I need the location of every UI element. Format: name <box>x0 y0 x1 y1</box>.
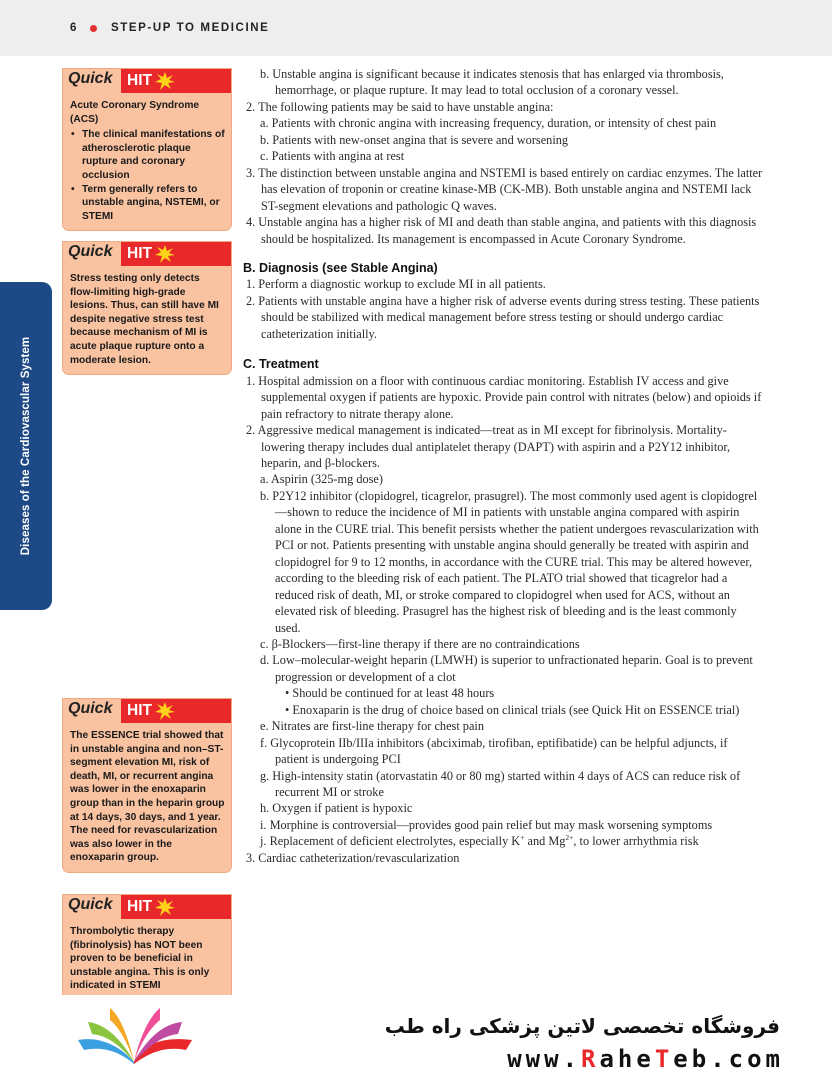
list-item: 3. Cardiac catheterization/revascularization <box>246 850 460 865</box>
quick-hit-text: Thrombolytic therapy (fibrinolysis) has NOT been proven to be beneficial in unstable angina. This is only indicated in STEMI <box>70 926 210 992</box>
magnesium-charge: 2+ <box>565 833 574 843</box>
list-item: a. Patients with chronic angina with increasing frequency, duration, or intensity of chest pain <box>260 116 717 131</box>
url-part: R <box>581 1045 600 1073</box>
quick-hit-header <box>63 242 231 266</box>
quick-hit-bullet: • Term generally refers to unstable angina, NSTEMI, or STEMI <box>70 183 225 224</box>
electrolyte-text: and Mg <box>524 834 566 849</box>
quick-hit-hit-text: HIT <box>127 702 152 720</box>
quick-hit-hit-text: HIT <box>127 72 152 90</box>
quick-hit-text-emphasis: ESSENCE <box>90 730 140 741</box>
list-item: b. P2Y12 inhibitor (clopidogrel, ticagrelor, prasugrel). The most commonly used agent is clopidogrel—shown to reduce the incidence of MI in patients with unstable angina compared with aspirin alone in the CURE trial. This benefit persists whether the patient undergoes revascularization with PCI or not. Patients presenting with unstable angina should generally be treated with aspirin and clopidogrel for 9 to 12 months, in accordance with the CURE trial. This may be altered however, according to the bleeding risk of each patient. The PLATO trial showed that ticagrelor had a reduced risk of death, MI, or stroke compared to clopidogrel when used for ACS, without an elevated risk of bleeding. Prasugrel has the highest risk of bleeding and is the least commonly used. <box>260 488 759 635</box>
shop-name: فروشگاه تخصصی لاتین پزشکی راه طب <box>384 1014 780 1038</box>
starburst-icon <box>155 245 175 263</box>
quick-hit-header <box>63 895 231 919</box>
list-item: c. β-Blockers—first-line therapy if there are no contraindications <box>260 636 580 651</box>
shop-url <box>507 1045 784 1073</box>
list-item: 4. Unstable angina has a higher risk of MI and death than stable angina, and patients with this diagnosis should be hospitalized. Its management is encompassed in Acute Coronary Syndrome. <box>246 215 757 246</box>
quick-hit-quick-label: Quick <box>63 699 121 723</box>
book-title: STEP-UP TO MEDICINE <box>111 22 270 34</box>
section-heading-diagnosis: B. Diagnosis (see Stable Angina) <box>243 260 438 275</box>
quick-hit-box-thrombolytic <box>62 894 232 996</box>
potassium-charge: + <box>520 833 525 843</box>
main-text-column <box>243 66 763 866</box>
quick-hit-box-stress-test <box>62 241 232 375</box>
quick-hit-text <box>70 729 225 865</box>
list-item: 2. The following patients may be said to have unstable angina: <box>246 99 554 114</box>
quick-hit-text-post: trial showed that in unstable angina and non–ST-segment elevation MI, risk of death, MI, or recurrent angina was lower in the enoxaparin group than in the heparin group at 14 days, 30 days, and 1 year. The need for revascularization was also lower in the enoxaparin group. <box>70 730 225 864</box>
list-item: a. Aspirin (325-mg dose) <box>260 472 383 487</box>
starburst-icon <box>155 702 175 720</box>
url-part: eb <box>673 1045 711 1073</box>
electrolyte-text: j. Replacement of deficient electrolytes, especially K <box>260 834 521 849</box>
list-item: 1. Perform a diagnostic workup to exclude MI in all patients. <box>246 277 546 292</box>
list-item: 1. Hospital admission on a floor with continuous cardiac monitoring. Establish IV access and give supplemental oxygen if patients are hypoxic. Provide pain control with nitrates (below) and opioids if pain refractory to nitrate therapy alone. <box>246 373 762 421</box>
quick-hit-quick-label: Quick <box>63 895 121 919</box>
chapter-side-tab-label: Diseases of the Cardiovascular System <box>20 336 32 556</box>
list-item: i. Morphine is controversial—provides good pain relief but may mask worsening symptoms <box>260 817 713 832</box>
section-heading-treatment: C. Treatment <box>243 357 319 372</box>
starburst-icon <box>155 72 175 90</box>
quick-hit-box-essence <box>62 698 232 873</box>
list-item: b. Patients with new-onset angina that is severe and worsening <box>260 132 569 147</box>
quick-hit-bullet: • The clinical manifestations of atherosclerotic plaque rupture and coronary occlusion <box>70 128 225 182</box>
open-book-logo-icon <box>70 1006 200 1068</box>
list-subitem: • Enoxaparin is the drug of choice based on clinical trials (see Quick Hit on ESSENCE trial) <box>285 702 740 717</box>
quick-hit-hit-label <box>121 699 231 723</box>
list-item: b. Unstable angina is significant because it indicates stenosis that has enlarged via thrombosis, hemorrhage, or plaque rupture. It may lead to total occlusion of a coronary vessel. <box>260 67 724 98</box>
quick-hit-text-pre: The <box>70 730 91 741</box>
list-item: g. High-intensity statin (atorvastatin 40 or 80 mg) started within 4 days of ACS can reduce risk of recurrent MI or stroke <box>260 768 741 800</box>
electrolyte-text: , to lower arrhythmia risk <box>573 834 699 849</box>
list-item: e. Nitrates are first-line therapy for chest pain <box>260 719 484 734</box>
list-item: d. Low–molecular-weight heparin (LMWH) is superior to unfractionated heparin. Goal is to prevent progression or development of a clot <box>260 653 753 684</box>
page-number: 6 <box>70 22 78 34</box>
list-item: h. Oxygen if patient is hypoxic <box>260 801 413 816</box>
quick-hit-box-acs <box>62 68 232 231</box>
quick-hit-text: Stress testing only detects flow-limiting high-grade lesions. Thus, can still have MI despite negative stress test because mechanism of MI is acute plaque rupture onto a moderate lesion. <box>70 273 219 366</box>
quick-hit-quick-label: Quick <box>63 242 121 266</box>
quick-hit-title: Acute Coronary Syndrome (ACS) <box>70 100 200 125</box>
page-header <box>0 0 832 56</box>
list-item: 2. Patients with unstable angina have a higher risk of adverse events during stress testing. These patients should be stabilized with medical management before stress testing or should undergo cardiac catheterization initially. <box>246 293 760 341</box>
url-part: ahe <box>599 1045 655 1073</box>
list-item <box>243 833 763 849</box>
quick-hit-hit-text: HIT <box>127 245 152 263</box>
quick-hit-hit-label <box>121 895 231 919</box>
quick-hit-header <box>63 69 231 93</box>
quick-hit-hit-text: HIT <box>127 898 152 916</box>
quick-hit-hit-label <box>121 242 231 266</box>
list-subitem: • Should be continued for at least 48 hours <box>285 686 495 701</box>
list-item: 2. Aggressive medical management is indicated—treat as in MI except for fibrinolysis. Mortality-lowering therapy includes dual antiplatelet therapy (DAPT) with aspirin and a P2Y12 inhibitor, heparin, and β-blockers. <box>246 423 731 470</box>
list-item: 3. The distinction between unstable angina and NSTEMI is based entirely on cardiac enzymes. The latter has elevation of troponin or creatine kinase-MB (CK-MB). Both unstable angina and NSTEMI lack ST-segment elevations and pathologic Q waves. <box>246 165 763 213</box>
quick-hit-header <box>63 699 231 723</box>
url-part: T <box>654 1045 674 1073</box>
url-part: www. <box>507 1045 582 1073</box>
quick-hit-hit-label <box>121 69 231 93</box>
starburst-icon <box>155 898 175 916</box>
quick-hit-quick-label: Quick <box>63 69 121 93</box>
header-dot-icon <box>90 25 97 32</box>
list-item: f. Glycoprotein IIb/IIIa inhibitors (abciximab, tirofiban, eptifibatide) can be helpful adjuncts, if patient is undergoing PCI <box>260 735 728 767</box>
url-part: .com <box>710 1045 784 1073</box>
list-item: c. Patients with angina at rest <box>260 149 405 164</box>
